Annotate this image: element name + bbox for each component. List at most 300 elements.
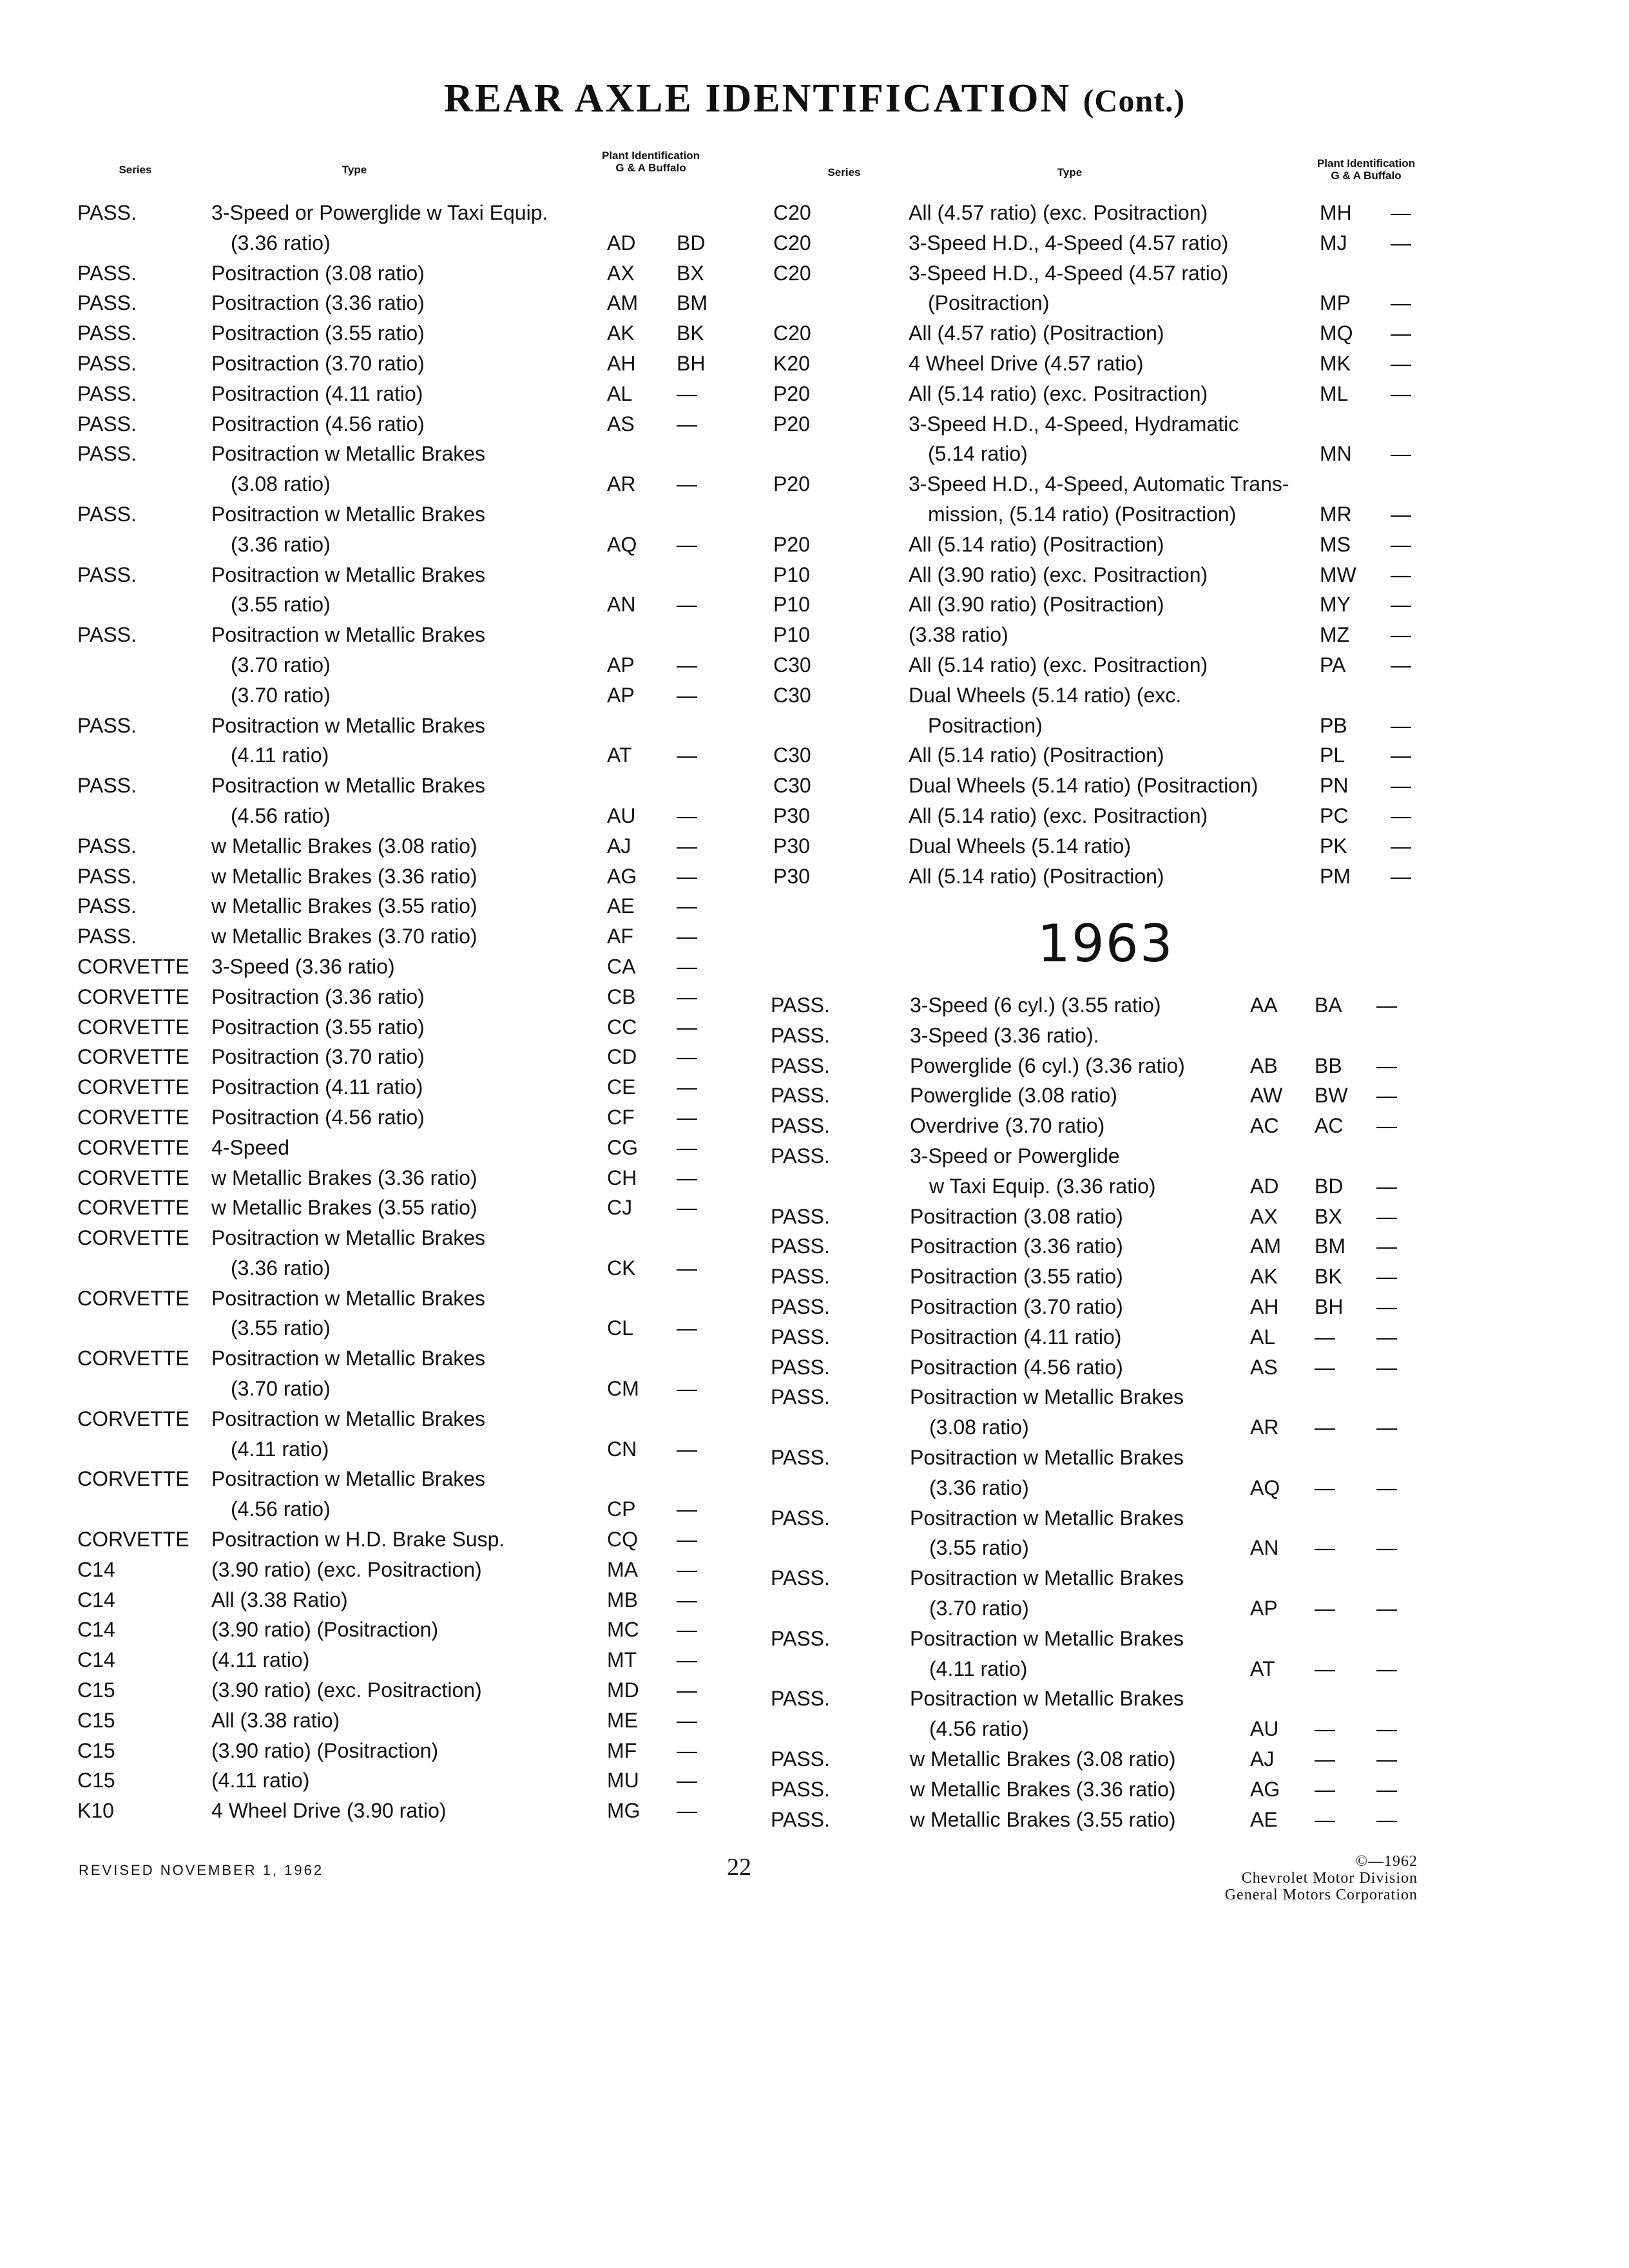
type-cell: Positraction w Metallic Brakes: [211, 1226, 486, 1250]
series-cell: PASS.: [77, 713, 137, 737]
ga-code-cell: MA: [607, 1557, 638, 1581]
ga-code-cell: MJ: [1320, 231, 1347, 255]
header-plant-identification: Plant Identification: [601, 149, 700, 162]
buffalo-code-cell: —: [1391, 532, 1411, 556]
table-row: [77, 1070, 722, 1100]
header-plant-identification: Plant Identification: [1316, 157, 1416, 169]
type-cell: (3.90 ratio) (exc. Positraction): [211, 1678, 482, 1702]
buffalo-code-cell: —: [1391, 442, 1411, 466]
ga-code-cell: CM: [607, 1377, 639, 1401]
buffalo-code-cell: —: [677, 1437, 697, 1461]
series-cell: P20: [773, 532, 810, 556]
series-cell: P20: [773, 412, 810, 436]
ga-code-cell: CH: [607, 1166, 637, 1189]
ga-code-cell: AT: [607, 744, 632, 767]
table-row: [77, 1311, 722, 1341]
type-cell: All (4.57 ratio) (Positraction): [909, 322, 1164, 345]
buffalo-code-cell: —: [677, 653, 697, 677]
type-cell: (Positraction): [928, 291, 1050, 315]
extra-code-cell: —: [1376, 1174, 1397, 1198]
table-row: [77, 1221, 722, 1251]
ga-code-cell: MQ: [1320, 322, 1353, 345]
table-row: [771, 1803, 1415, 1833]
table-row: [773, 618, 1418, 648]
type-cell: Positraction w Metallic Brakes: [211, 1286, 486, 1310]
ga-code-cell: MC: [607, 1618, 639, 1642]
type-cell: Positraction (3.08 ratio): [211, 261, 425, 285]
series-cell: PASS.: [77, 322, 137, 345]
buffalo-code-cell: —: [677, 954, 697, 978]
series-cell: PASS.: [771, 994, 830, 1017]
table-row: [77, 769, 722, 799]
division: Chevrolet Motor Division: [1241, 1870, 1418, 1887]
series-cell: PASS.: [771, 1144, 830, 1168]
table-row: [773, 437, 1418, 467]
table-row: [77, 738, 722, 769]
buffalo-code-cell: —: [677, 1799, 697, 1823]
table-row: [773, 588, 1418, 618]
table-row: [773, 226, 1418, 256]
buffalo-code-cell: —: [677, 894, 697, 918]
type-cell: (4.56 ratio): [231, 803, 331, 827]
ga-code-cell: MS: [1320, 532, 1351, 556]
ga-code-cell: MB: [607, 1588, 638, 1611]
buffalo-code-cell: —: [1391, 291, 1411, 315]
buffalo-code-cell: —: [677, 1166, 697, 1189]
table-row: [77, 437, 722, 467]
type-cell: (3.55 ratio): [231, 593, 331, 617]
type-cell: Dual Wheels (5.14 ratio): [909, 834, 1132, 858]
type-cell: (4.56 ratio): [231, 1497, 331, 1521]
year-heading: 1963: [1037, 914, 1174, 974]
ga-code-cell: MG: [607, 1799, 641, 1823]
table-row: [77, 678, 722, 709]
table-row: [771, 1229, 1415, 1260]
type-cell: Positraction w Metallic Brakes: [910, 1506, 1184, 1530]
type-cell: All (5.14 ratio) (exc. Positraction): [909, 653, 1208, 677]
table-row: [773, 860, 1418, 890]
series-cell: P30: [773, 803, 810, 827]
ga-code-cell: CD: [607, 1045, 637, 1069]
series-cell: CORVETTE: [77, 1286, 189, 1310]
buffalo-code-cell: BH: [677, 351, 706, 375]
buffalo-code-cell: —: [1391, 351, 1411, 375]
type-cell: w Metallic Brakes (3.08 ratio): [211, 834, 477, 858]
buffalo-code-cell: —: [677, 683, 697, 707]
table-row: [771, 1682, 1415, 1712]
type-cell: Positraction (4.11 ratio): [910, 1325, 1122, 1349]
table-row: [77, 950, 722, 980]
ga-code-cell: MZ: [1320, 623, 1350, 647]
series-cell: PASS.: [77, 623, 137, 647]
buffalo-code-cell: BX: [1315, 1204, 1342, 1228]
table-row: [771, 1290, 1415, 1320]
ga-code-cell: AX: [1250, 1204, 1278, 1228]
buffalo-code-cell: BD: [1315, 1174, 1344, 1198]
series-cell: PASS.: [771, 1777, 830, 1801]
type-cell: Positraction (3.70 ratio): [910, 1294, 1123, 1318]
table-row: [77, 497, 722, 528]
header-series-left: Series: [119, 164, 152, 176]
ga-code-cell: AR: [1250, 1416, 1279, 1439]
extra-code-cell: —: [1376, 1204, 1397, 1228]
extra-code-cell: —: [1376, 1536, 1397, 1560]
ga-code-cell: AU: [607, 803, 636, 827]
table-right-column: [773, 196, 1418, 889]
ga-code-cell: MU: [607, 1769, 639, 1792]
series-cell: C15: [77, 1678, 115, 1702]
table-row: [77, 860, 722, 890]
series-cell: PASS.: [77, 442, 137, 466]
series-cell: P10: [773, 623, 810, 647]
ga-code-cell: PB: [1320, 713, 1347, 737]
ga-code-cell: AS: [607, 412, 635, 436]
buffalo-code-cell: —: [1315, 1355, 1335, 1379]
table-row: [771, 1139, 1415, 1169]
type-cell: Positraction (4.11 ratio): [211, 381, 423, 405]
table-row: [77, 196, 722, 226]
series-cell: C30: [773, 774, 811, 798]
ga-code-cell: MF: [607, 1738, 637, 1762]
series-cell: CORVETTE: [77, 1135, 189, 1159]
ga-code-cell: ML: [1320, 381, 1349, 405]
type-cell: Positraction (3.70 ratio): [211, 351, 425, 375]
type-cell: Positraction (3.55 ratio): [910, 1265, 1123, 1289]
header-type-right: Type: [1057, 166, 1083, 178]
table-row: [77, 1643, 722, 1673]
table-row: [77, 347, 722, 377]
type-cell: Positraction (3.08 ratio): [910, 1204, 1123, 1228]
type-cell: Positraction (3.55 ratio): [211, 322, 425, 345]
table-row: [773, 196, 1418, 226]
series-cell: PASS.: [771, 1325, 830, 1349]
series-cell: CORVETTE: [77, 1196, 189, 1220]
table-row: [77, 316, 722, 347]
series-cell: PASS.: [77, 834, 137, 858]
series-cell: PASS.: [771, 1114, 830, 1138]
extra-code-cell: —: [1376, 1114, 1397, 1138]
buffalo-code-cell: —: [677, 1196, 697, 1220]
type-cell: (4.11 ratio): [211, 1769, 310, 1792]
table-row: [773, 829, 1418, 860]
type-cell: 3-Speed H.D., 4-Speed (4.57 ratio): [909, 231, 1229, 255]
ga-code-cell: PL: [1320, 744, 1345, 767]
series-cell: C20: [773, 231, 811, 255]
buffalo-code-cell: —: [1315, 1416, 1335, 1439]
table-row: [77, 889, 722, 919]
extra-code-cell: —: [1376, 1596, 1397, 1620]
buffalo-code-cell: —: [1315, 1777, 1335, 1801]
type-cell: Positraction w Metallic Brakes: [910, 1385, 1184, 1409]
type-cell: Positraction w Metallic Brakes: [211, 623, 486, 647]
series-cell: PASS.: [771, 1265, 830, 1289]
table-row: [771, 1591, 1415, 1622]
buffalo-code-cell: —: [677, 1648, 697, 1672]
type-cell: All (3.38 Ratio): [211, 1588, 348, 1611]
type-cell: Powerglide (3.08 ratio): [910, 1084, 1117, 1108]
ga-code-cell: MR: [1320, 502, 1352, 526]
extra-code-cell: —: [1376, 1294, 1397, 1318]
buffalo-code-cell: —: [677, 1678, 697, 1702]
type-cell: Dual Wheels (5.14 ratio) (Positraction): [909, 774, 1258, 798]
table-row: [771, 1652, 1415, 1682]
type-cell: (3.70 ratio): [929, 1596, 1029, 1620]
ga-code-cell: CC: [607, 1015, 637, 1039]
series-cell: PASS.: [77, 562, 137, 586]
buffalo-code-cell: AC: [1315, 1114, 1344, 1138]
series-cell: CORVETTE: [77, 985, 189, 1008]
table-row: [771, 1622, 1415, 1652]
ga-code-cell: AJ: [607, 834, 631, 858]
series-cell: CORVETTE: [77, 1407, 189, 1430]
table-row: [77, 1553, 722, 1583]
table-row: [773, 467, 1418, 497]
table-row: [771, 1742, 1415, 1773]
ga-code-cell: MK: [1320, 351, 1351, 375]
series-cell: C20: [773, 261, 811, 285]
table-row: [771, 1773, 1415, 1803]
table-row: [77, 226, 722, 256]
ga-code-cell: MW: [1320, 562, 1356, 586]
series-cell: PASS.: [771, 1566, 830, 1590]
type-cell: 4 Wheel Drive (3.90 ratio): [211, 1799, 447, 1823]
table-row: [773, 497, 1418, 528]
extra-code-cell: —: [1376, 1325, 1397, 1349]
table-row: [773, 256, 1418, 287]
table-row: [771, 1169, 1415, 1200]
table-row: [77, 1462, 722, 1492]
buffalo-code-cell: BM: [1315, 1235, 1345, 1258]
type-cell: (3.90 ratio) (exc. Positraction): [211, 1557, 482, 1581]
table-row: [773, 738, 1418, 769]
extra-code-cell: —: [1376, 1657, 1397, 1680]
ga-code-cell: AW: [1250, 1084, 1283, 1108]
series-cell: PASS.: [771, 1506, 830, 1530]
series-cell: P30: [773, 834, 810, 858]
table-row: [77, 1161, 722, 1191]
table-row: [77, 1794, 722, 1824]
type-cell: Positraction (3.36 ratio): [910, 1235, 1123, 1258]
type-cell: 4 Wheel Drive (4.57 ratio): [909, 351, 1144, 375]
ga-code-cell: CN: [607, 1437, 637, 1461]
buffalo-code-cell: —: [1391, 744, 1411, 767]
table-row: [773, 528, 1418, 558]
type-cell: w Metallic Brakes (3.55 ratio): [910, 1807, 1176, 1831]
ga-code-cell: AX: [607, 261, 635, 285]
series-cell: PASS.: [771, 1445, 830, 1469]
table-row: [771, 1712, 1415, 1742]
type-cell: All (3.90 ratio) (Positraction): [909, 593, 1164, 617]
table-row: [77, 1613, 722, 1643]
buffalo-code-cell: BK: [1315, 1265, 1342, 1289]
table-1963: [771, 988, 1415, 1832]
ga-code-cell: MH: [1320, 201, 1352, 224]
publisher-credit: [1147, 1853, 1418, 1903]
ga-code-cell: AL: [1250, 1325, 1276, 1349]
type-cell: w Taxi Equip. (3.36 ratio): [929, 1174, 1156, 1198]
table-row: [773, 316, 1418, 347]
ga-code-cell: MN: [1320, 442, 1352, 466]
ga-code-cell: AD: [607, 231, 636, 255]
ga-code-cell: AP: [607, 683, 635, 707]
table-row: [77, 1282, 722, 1312]
table-row: [77, 648, 722, 678]
buffalo-code-cell: —: [1391, 653, 1411, 677]
table-row: [77, 1734, 722, 1764]
ga-code-cell: AC: [1250, 1114, 1279, 1138]
buffalo-code-cell: —: [1315, 1596, 1335, 1620]
ga-code-cell: CQ: [607, 1528, 638, 1552]
table-row: [77, 980, 722, 1010]
type-cell: w Metallic Brakes (3.08 ratio): [910, 1747, 1176, 1771]
table-row: [77, 1402, 722, 1432]
table-row: [77, 467, 722, 497]
table-row: [77, 528, 722, 558]
table-row: [77, 1432, 722, 1463]
ga-code-cell: AM: [607, 291, 638, 315]
table-row: [77, 1704, 722, 1734]
type-cell: Positraction w Metallic Brakes: [211, 502, 486, 526]
table-row: [771, 1019, 1415, 1049]
type-cell: (3.36 ratio): [231, 1256, 331, 1280]
ga-code-cell: AJ: [1250, 1747, 1275, 1771]
header-ga-buffalo: G & A Buffalo: [1331, 169, 1402, 182]
type-cell: (4.11 ratio): [211, 1648, 310, 1672]
series-cell: PASS.: [771, 1023, 830, 1047]
type-cell: Positraction (3.36 ratio): [211, 291, 425, 315]
header-plant-left: [567, 149, 735, 174]
header-ga-buffalo: G & A Buffalo: [615, 162, 686, 174]
ga-code-cell: AG: [1250, 1777, 1280, 1801]
extra-code-cell: —: [1376, 1777, 1397, 1801]
type-cell: (3.70 ratio): [231, 683, 331, 707]
type-cell: (3.55 ratio): [929, 1536, 1029, 1560]
type-cell: w Metallic Brakes (3.70 ratio): [211, 925, 477, 948]
type-cell: 4-Speed: [211, 1135, 289, 1159]
type-cell: 3-Speed H.D., 4-Speed, Automatic Trans-: [909, 472, 1289, 496]
type-cell: Positraction w Metallic Brakes: [910, 1687, 1184, 1711]
series-cell: C20: [773, 322, 811, 345]
type-cell: (3.70 ratio): [231, 1377, 331, 1401]
type-cell: All (3.38 ratio): [211, 1708, 340, 1732]
buffalo-code-cell: —: [1391, 593, 1411, 617]
type-cell: (5.14 ratio): [928, 442, 1028, 466]
buffalo-code-cell: —: [677, 1256, 697, 1280]
buffalo-code-cell: BA: [1315, 994, 1342, 1017]
type-cell: All (5.14 ratio) (Positraction): [909, 744, 1164, 767]
table-row: [77, 618, 722, 648]
type-cell: (3.36 ratio): [929, 1475, 1029, 1499]
type-cell: Overdrive (3.70 ratio): [910, 1114, 1105, 1138]
series-cell: PASS.: [77, 381, 137, 405]
extra-code-cell: —: [1376, 1416, 1397, 1439]
table-row: [77, 558, 722, 588]
buffalo-code-cell: —: [677, 1135, 697, 1159]
type-cell: 3-Speed H.D., 4-Speed (4.57 ratio): [909, 261, 1229, 285]
type-cell: (3.08 ratio): [929, 1416, 1029, 1439]
extra-code-cell: —: [1376, 1265, 1397, 1289]
buffalo-code-cell: —: [1391, 201, 1411, 224]
series-cell: PASS.: [771, 1687, 830, 1711]
buffalo-code-cell: —: [1391, 774, 1411, 798]
extra-code-cell: —: [1376, 1355, 1397, 1379]
ga-code-cell: AA: [1250, 994, 1278, 1017]
type-cell: Positraction w Metallic Brakes: [211, 1407, 486, 1430]
type-cell: Positraction (4.56 ratio): [211, 1105, 425, 1129]
series-cell: CORVETTE: [77, 1075, 189, 1099]
type-cell: Positraction w Metallic Brakes: [211, 1347, 486, 1370]
buffalo-code-cell: —: [677, 1708, 697, 1732]
type-cell: 3-Speed or Powerglide: [910, 1144, 1120, 1168]
table-row: [771, 1531, 1415, 1561]
type-cell: w Metallic Brakes (3.36 ratio): [211, 864, 477, 888]
buffalo-code-cell: —: [677, 803, 697, 827]
table-row: [771, 1441, 1415, 1471]
ga-code-cell: CL: [607, 1316, 633, 1340]
buffalo-code-cell: —: [1315, 1717, 1335, 1741]
buffalo-code-cell: —: [1391, 562, 1411, 586]
type-cell: mission, (5.14 ratio) (Positraction): [928, 502, 1237, 526]
type-cell: Positraction (4.56 ratio): [211, 412, 425, 436]
buffalo-code-cell: —: [677, 834, 697, 858]
type-cell: (3.90 ratio) (Positraction): [211, 1618, 439, 1642]
ga-code-cell: AQ: [607, 532, 637, 556]
table-row: [77, 1372, 722, 1402]
table-row: [77, 407, 722, 437]
type-cell: Positraction w Metallic Brakes: [211, 774, 486, 798]
type-cell: All (4.57 ratio) (exc. Positraction): [909, 201, 1208, 224]
type-cell: 3-Speed or Powerglide w Taxi Equip.: [211, 201, 548, 224]
table-row: [771, 1471, 1415, 1501]
series-cell: PASS.: [77, 412, 137, 436]
buffalo-code-cell: —: [1315, 1325, 1335, 1349]
type-cell: (3.36 ratio): [231, 231, 331, 255]
buffalo-code-cell: —: [677, 412, 697, 436]
series-cell: PASS.: [771, 1235, 830, 1258]
ga-code-cell: AK: [1250, 1265, 1278, 1289]
ga-code-cell: CJ: [607, 1196, 633, 1220]
table-row: [77, 588, 722, 618]
type-cell: All (5.14 ratio) (Positraction): [909, 532, 1164, 556]
series-cell: PASS.: [771, 1385, 830, 1409]
table-row: [77, 1010, 722, 1041]
ga-code-cell: CG: [607, 1135, 638, 1159]
buffalo-code-cell: —: [677, 1618, 697, 1642]
buffalo-code-cell: —: [677, 1497, 697, 1521]
buffalo-code-cell: —: [677, 925, 697, 948]
type-cell: w Metallic Brakes (3.36 ratio): [910, 1777, 1176, 1801]
extra-code-cell: —: [1376, 1235, 1397, 1258]
title-cont: (Cont.): [1083, 82, 1186, 119]
series-cell: C14: [77, 1618, 115, 1642]
series-cell: PASS.: [771, 1807, 830, 1831]
type-cell: Positraction (4.56 ratio): [910, 1355, 1123, 1379]
ga-code-cell: MD: [607, 1678, 639, 1702]
header-plant-right: [1282, 157, 1450, 182]
table-left-column: [77, 196, 722, 1824]
type-cell: w Metallic Brakes (3.36 ratio): [211, 1166, 477, 1189]
ga-code-cell: MY: [1320, 593, 1351, 617]
ga-code-cell: PC: [1320, 803, 1349, 827]
table-row: [77, 829, 722, 860]
series-cell: P20: [773, 472, 810, 496]
buffalo-code-cell: —: [1315, 1536, 1335, 1560]
buffalo-code-cell: —: [1391, 864, 1411, 888]
series-cell: PASS.: [771, 1294, 830, 1318]
table-row: [77, 256, 722, 287]
buffalo-code-cell: —: [677, 864, 697, 888]
series-cell: P10: [773, 593, 810, 617]
